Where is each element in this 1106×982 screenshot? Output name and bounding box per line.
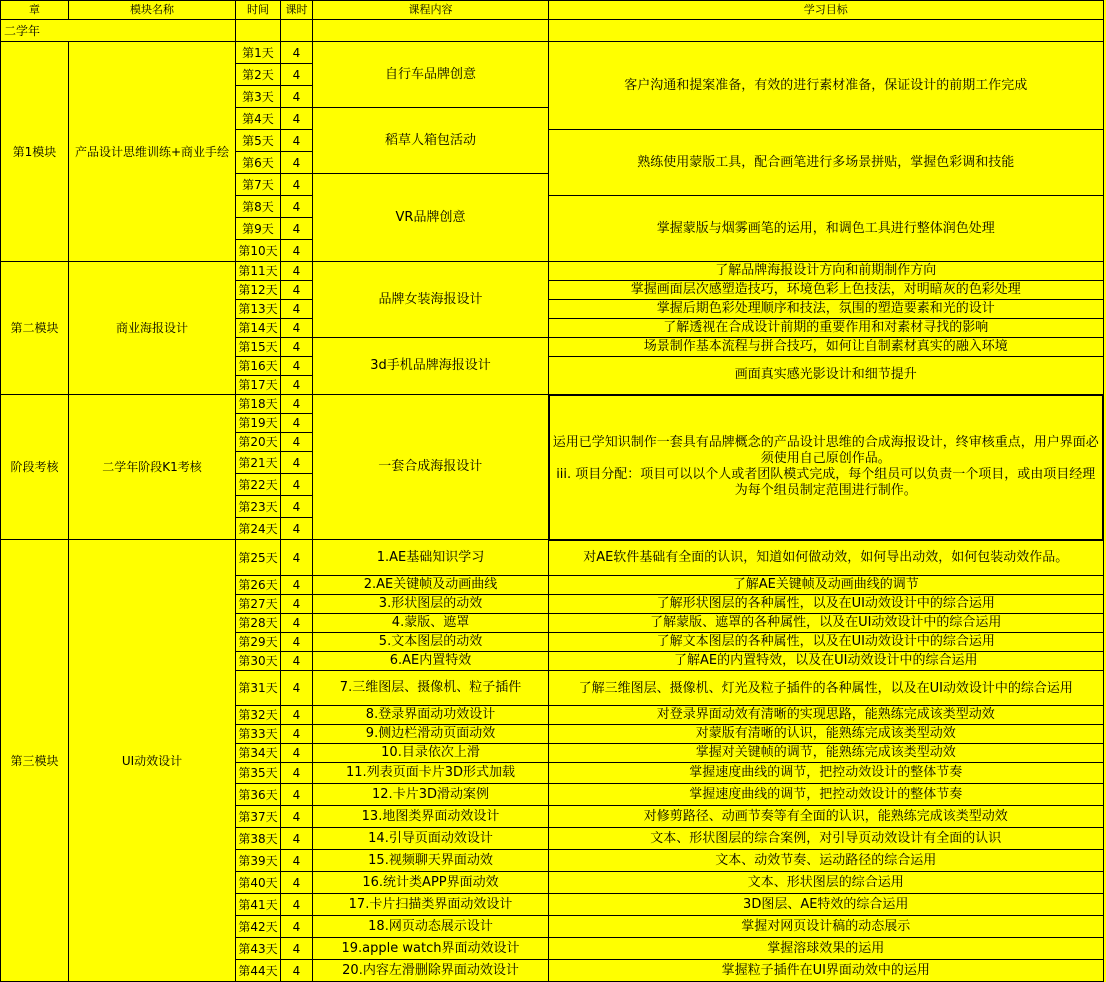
content-cell: 13.地图类界面动效设计 xyxy=(313,806,549,828)
hours-cell: 4 xyxy=(281,706,313,725)
day-cell: 第35天 xyxy=(236,763,281,784)
day-cell: 第28天 xyxy=(236,614,281,633)
day-cell: 第5天 xyxy=(236,130,281,152)
goal-paragraph: 运用已学知识制作一套具有品牌概念的产品设计思维的合成海报设计，终审核重点，用户界面必须使用自己原创作品。 xyxy=(552,435,1099,466)
day-cell: 第16天 xyxy=(236,357,281,376)
module-cell: 产品设计思维训练+商业手绘 xyxy=(69,42,236,262)
day-cell: 第4天 xyxy=(236,108,281,130)
goal-cell: 掌握速度曲线的调节，把控动效设计的整体节奏 xyxy=(549,784,1104,806)
day-cell: 第44天 xyxy=(236,960,281,982)
hours-cell: 4 xyxy=(281,433,313,452)
hours-cell: 4 xyxy=(281,916,313,938)
day-cell: 第10天 xyxy=(236,240,281,262)
hours-cell: 4 xyxy=(281,938,313,960)
hours-cell: 4 xyxy=(281,174,313,196)
year-row xyxy=(1,20,1104,42)
day-cell: 第7天 xyxy=(236,174,281,196)
day-cell: 第19天 xyxy=(236,414,281,433)
content-cell: 4.蒙版、遮罩 xyxy=(313,614,549,633)
content-cell: 8.登录界面动功效设计 xyxy=(313,706,549,725)
hours-cell: 4 xyxy=(281,540,313,576)
hours-cell: 4 xyxy=(281,652,313,671)
module-cell: UI动效设计 xyxy=(69,540,236,982)
goal-cell: 场景制作基本流程与拼合技巧，如何让自制素材真实的融入环境 xyxy=(549,338,1104,357)
hours-cell: 4 xyxy=(281,376,313,395)
header-row xyxy=(1,1,1104,20)
chapter-cell: 第三模块 xyxy=(1,540,69,982)
year-blank xyxy=(236,20,281,42)
day-cell: 第33天 xyxy=(236,725,281,744)
goal-cell: 了解三维图层、摄像机、灯光及粒子插件的各种属性，以及在UI动效设计中的综合运用 xyxy=(549,671,1104,706)
day-cell: 第6天 xyxy=(236,152,281,174)
content-cell: 自行车品牌创意 xyxy=(313,42,549,108)
day-cell: 第1天 xyxy=(236,42,281,64)
hours-cell: 4 xyxy=(281,763,313,784)
hours-cell: 4 xyxy=(281,414,313,433)
day-cell: 第11天 xyxy=(236,262,281,281)
day-cell: 第12天 xyxy=(236,281,281,300)
content-cell: 2.AE关键帧及动画曲线 xyxy=(313,576,549,595)
goal-cell: 对AE软件基础有全面的认识，知道如何做动效，如何导出动效，如何包装动效作品。 xyxy=(549,540,1104,576)
goal-cell: 掌握溶球效果的运用 xyxy=(549,938,1104,960)
hours-cell: 4 xyxy=(281,108,313,130)
content-cell: 9.侧边栏滑动页面动效 xyxy=(313,725,549,744)
table-row xyxy=(1,395,1104,414)
day-cell: 第8天 xyxy=(236,196,281,218)
day-cell: 第26天 xyxy=(236,576,281,595)
day-cell: 第30天 xyxy=(236,652,281,671)
goal-cell: 3D图层、AE特效的综合运用 xyxy=(549,894,1104,916)
hours-cell: 4 xyxy=(281,671,313,706)
chapter-cell: 第二模块 xyxy=(1,262,69,395)
goal-cell: 掌握画面层次感塑造技巧，环境色彩上色技法，对明暗灰的色彩处理 xyxy=(549,281,1104,300)
day-cell: 第22天 xyxy=(236,474,281,496)
content-cell: 7.三维图层、摄像机、粒子插件 xyxy=(313,671,549,706)
hours-cell: 4 xyxy=(281,872,313,894)
header-hours: 课时 xyxy=(281,1,313,20)
day-cell: 第37天 xyxy=(236,806,281,828)
content-cell: 6.AE内置特效 xyxy=(313,652,549,671)
hours-cell: 4 xyxy=(281,262,313,281)
goal-cell: 了解AE关键帧及动画曲线的调节 xyxy=(549,576,1104,595)
goal-cell: 熟练使用蒙版工具，配合画笔进行多场景拼贴，掌握色彩调和技能 xyxy=(549,130,1104,196)
day-cell: 第41天 xyxy=(236,894,281,916)
day-cell: 第17天 xyxy=(236,376,281,395)
content-cell: 19.apple watch界面动效设计 xyxy=(313,938,549,960)
content-cell: 17.卡片扫描类界面动效设计 xyxy=(313,894,549,916)
hours-cell: 4 xyxy=(281,894,313,916)
chapter-cell: 第1模块 xyxy=(1,42,69,262)
goal-cell: 了解形状图层的各种属性，以及在UI动效设计中的综合运用 xyxy=(549,595,1104,614)
content-cell: 1.AE基础知识学习 xyxy=(313,540,549,576)
day-cell: 第3天 xyxy=(236,86,281,108)
year-blank xyxy=(313,20,549,42)
goal-cell: 画面真实感光影设计和细节提升 xyxy=(549,357,1104,395)
hours-cell: 4 xyxy=(281,474,313,496)
content-cell: 品牌女装海报设计 xyxy=(313,262,549,338)
header-time: 时间 xyxy=(236,1,281,20)
goal-cell: 掌握速度曲线的调节，把控动效设计的整体节奏 xyxy=(549,763,1104,784)
day-cell: 第38天 xyxy=(236,828,281,850)
goal-cell: 了解文本图层的各种属性，以及在UI动效设计中的综合运用 xyxy=(549,633,1104,652)
content-cell: 12.卡片3D滑动案例 xyxy=(313,784,549,806)
hours-cell: 4 xyxy=(281,357,313,376)
hours-cell: 4 xyxy=(281,744,313,763)
goal-cell: 掌握粒子插件在UI界面动效中的运用 xyxy=(549,960,1104,982)
hours-cell: 4 xyxy=(281,452,313,474)
content-cell: 稻草人箱包活动 xyxy=(313,108,549,174)
hours-cell: 4 xyxy=(281,850,313,872)
goal-cell xyxy=(549,395,1104,540)
hours-cell: 4 xyxy=(281,86,313,108)
day-cell: 第39天 xyxy=(236,850,281,872)
content-cell: VR品牌创意 xyxy=(313,174,549,262)
hours-cell: 4 xyxy=(281,806,313,828)
content-cell: 3.形状图层的动效 xyxy=(313,595,549,614)
hours-cell: 4 xyxy=(281,338,313,357)
content-cell: 20.内容左滑删除界面动效设计 xyxy=(313,960,549,982)
header-content: 课程内容 xyxy=(313,1,549,20)
goal-cell: 掌握对关键帧的调节，能熟练完成该类型动效 xyxy=(549,744,1104,763)
goal-cell: 对登录界面动效有清晰的实现思路，能熟练完成该类型动效 xyxy=(549,706,1104,725)
day-cell: 第20天 xyxy=(236,433,281,452)
goal-cell: 文本、动效节奏、运动路径的综合运用 xyxy=(549,850,1104,872)
content-cell: 一套合成海报设计 xyxy=(313,395,549,540)
table-row xyxy=(1,262,1104,281)
goal-cell: 了解透视在合成设计前期的重要作用和对素材寻找的影响 xyxy=(549,319,1104,338)
day-cell: 第21天 xyxy=(236,452,281,474)
hours-cell: 4 xyxy=(281,576,313,595)
table-row xyxy=(1,42,1104,64)
day-cell: 第25天 xyxy=(236,540,281,576)
goal-cell: 了解蒙版、遮罩的各种属性，以及在UI动效设计中的综合运用 xyxy=(549,614,1104,633)
hours-cell: 4 xyxy=(281,595,313,614)
hours-cell: 4 xyxy=(281,240,313,262)
hours-cell: 4 xyxy=(281,42,313,64)
content-cell: 10.目录依次上滑 xyxy=(313,744,549,763)
day-cell: 第15天 xyxy=(236,338,281,357)
hours-cell: 4 xyxy=(281,518,313,540)
content-cell: 14.引导页面动效设计 xyxy=(313,828,549,850)
hours-cell: 4 xyxy=(281,196,313,218)
content-cell: 5.文本图层的动效 xyxy=(313,633,549,652)
day-cell: 第18天 xyxy=(236,395,281,414)
content-cell: 3d手机品牌海报设计 xyxy=(313,338,549,395)
goal-cell: 文本、形状图层的综合运用 xyxy=(549,872,1104,894)
header-goal: 学习目标 xyxy=(549,1,1104,20)
day-cell: 第9天 xyxy=(236,218,281,240)
hours-cell: 4 xyxy=(281,496,313,518)
content-cell: 15.视频聊天界面动效 xyxy=(313,850,549,872)
hours-cell: 4 xyxy=(281,725,313,744)
day-cell: 第24天 xyxy=(236,518,281,540)
goal-cell: 了解AE的内置特效，以及在UI动效设计中的综合运用 xyxy=(549,652,1104,671)
day-cell: 第34天 xyxy=(236,744,281,763)
year-label: 二学年 xyxy=(1,20,236,42)
hours-cell: 4 xyxy=(281,281,313,300)
day-cell: 第42天 xyxy=(236,916,281,938)
goal-cell: 客户沟通和提案准备，有效的进行素材准备，保证设计的前期工作完成 xyxy=(549,42,1104,130)
day-cell: 第27天 xyxy=(236,595,281,614)
day-cell: 第32天 xyxy=(236,706,281,725)
day-cell: 第29天 xyxy=(236,633,281,652)
day-cell: 第43天 xyxy=(236,938,281,960)
hours-cell: 4 xyxy=(281,828,313,850)
header-module: 模块名称 xyxy=(69,1,236,20)
goal-cell: 掌握后期色彩处理顺序和技法，氛围的塑造要素和光的设计 xyxy=(549,300,1104,319)
hours-cell: 4 xyxy=(281,64,313,86)
goal-cell: 了解品牌海报设计方向和前期制作方向 xyxy=(549,262,1104,281)
day-cell: 第2天 xyxy=(236,64,281,86)
hours-cell: 4 xyxy=(281,319,313,338)
goal-paragraph: iii. 项目分配：项目可以以个人或者团队模式完成，每个组员可以负责一个项目，或由项目经理为每个组员制定范围进行制作。 xyxy=(556,467,1096,498)
day-cell: 第14天 xyxy=(236,319,281,338)
content-cell: 18.网页动态展示设计 xyxy=(313,916,549,938)
table-row xyxy=(1,540,1104,576)
goal-cell: 掌握蒙版与烟雾画笔的运用，和调色工具进行整体润色处理 xyxy=(549,196,1104,262)
goal-cell: 对修剪路径、动画节奏等有全面的认识，能熟练完成该类型动效 xyxy=(549,806,1104,828)
module-cell: 二学年阶段K1考核 xyxy=(69,395,236,540)
goal-cell: 对蒙版有清晰的认识，能熟练完成该类型动效 xyxy=(549,725,1104,744)
day-cell: 第13天 xyxy=(236,300,281,319)
hours-cell: 4 xyxy=(281,152,313,174)
hours-cell: 4 xyxy=(281,614,313,633)
day-cell: 第40天 xyxy=(236,872,281,894)
day-cell: 第23天 xyxy=(236,496,281,518)
hours-cell: 4 xyxy=(281,784,313,806)
module-cell: 商业海报设计 xyxy=(69,262,236,395)
hours-cell: 4 xyxy=(281,300,313,319)
day-cell: 第36天 xyxy=(236,784,281,806)
hours-cell: 4 xyxy=(281,395,313,414)
header-chapter: 章 xyxy=(1,1,69,20)
content-cell: 16.统计类APP界面动效 xyxy=(313,872,549,894)
goal-cell: 文本、形状图层的综合案例，对引导页动效设计有全面的认识 xyxy=(549,828,1104,850)
year-blank xyxy=(281,20,313,42)
hours-cell: 4 xyxy=(281,960,313,982)
hours-cell: 4 xyxy=(281,130,313,152)
content-cell: 11.列表页面卡片3D形式加载 xyxy=(313,763,549,784)
day-cell: 第31天 xyxy=(236,671,281,706)
goal-cell: 掌握对网页设计稿的动态展示 xyxy=(549,916,1104,938)
hours-cell: 4 xyxy=(281,633,313,652)
chapter-cell: 阶段考核 xyxy=(1,395,69,540)
year-blank xyxy=(549,20,1104,42)
hours-cell: 4 xyxy=(281,218,313,240)
